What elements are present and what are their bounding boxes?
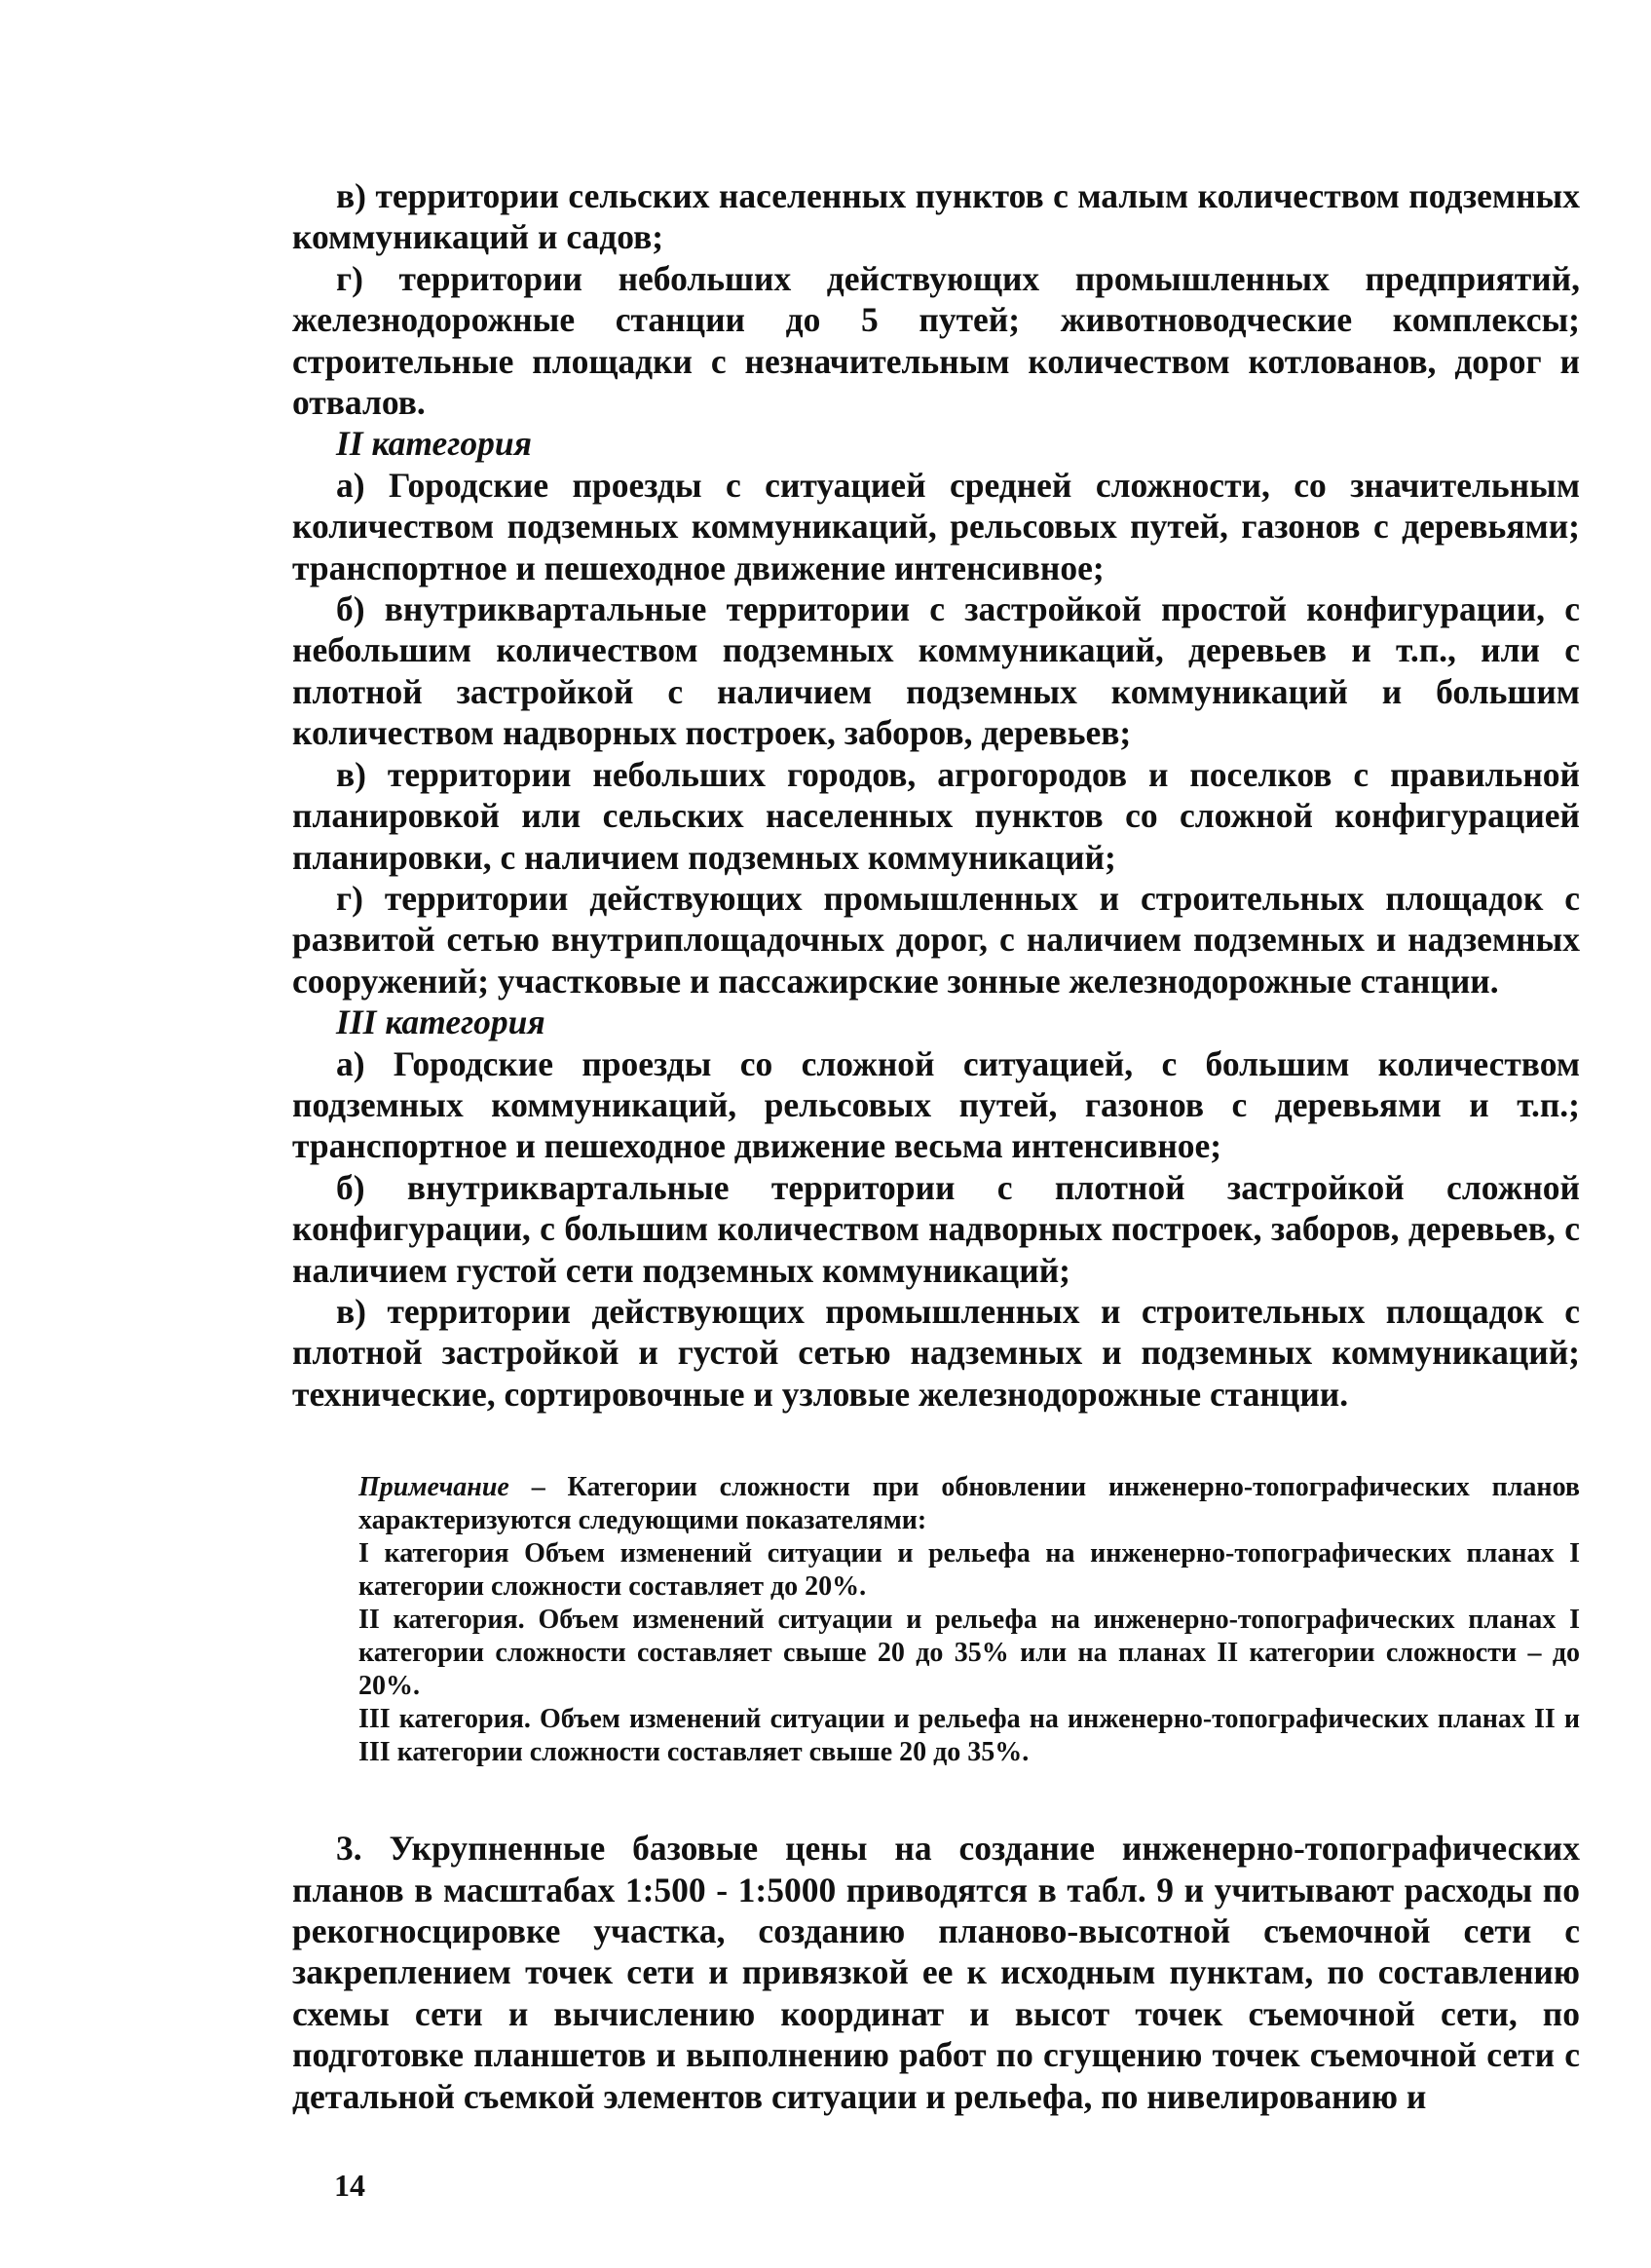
note-category-2: II категория. Объем изменений ситуации и рельефа на инженерно-топографических планах I категории сложности составляет свыше 20 до 35% или на планах II категории сложности – до 20%. xyxy=(358,1605,1580,1702)
cat1-item-v: в) территории сельских населенных пунктов с малым количеством подземных коммуникаций и садов; xyxy=(292,176,1580,257)
note-block xyxy=(358,1471,1580,1769)
cat2-item-b: б) внутриквартальные территории с застройкой простой конфигурации, с небольшим количеством подземных коммуникаций, деревьев и т.п., или с плотной застройкой с наличием подземных коммуникаций и большим количеством надворных построек, заборов, деревьев; xyxy=(292,589,1580,753)
note-intro-text: – Категории сложности при обновлении инженерно-топографических планов характеризуются следующими показателями: xyxy=(358,1472,1580,1536)
note-category-1: I категория Объем изменений ситуации и рельефа на инженерно-топографических планах I категории сложности составляет до 20%. xyxy=(358,1538,1580,1603)
section-3-paragraph: 3. Укрупненные базовые цены на создание инженерно-топографических планов в масштабах 1:500 - 1:5000 приводятся в табл. 9 и учитывают расходы по рекогносцировке участка, созданию планово-высотной съемочной сети с закреплением точек сети и привязкой ее к исходным пунктам, по составлению схемы сети и вычислению координат и высот точек съемочной сети, по подготовке планшетов и выполнению работ по сгущению точек съемочной сети с детальной съемкой элементов ситуации и рельефа, по нивелированию и xyxy=(292,1829,1580,2116)
cat1-item-g: г) территории небольших действующих промышленных предприятий, железнодорожные станции до 5 путей; животноводческие комплексы; строительные площадки с незначительным количеством котлованов, дорог и отвалов. xyxy=(292,258,1580,423)
document-page xyxy=(292,175,1580,2117)
cat3-title: III категория xyxy=(336,1002,545,1042)
cat2-item-g: г) территории действующих промышленных и строительных площадок с развитой сетью внутриплощадочных дорог, с наличием подземных и надземных сооружений; участковые и пассажирские зонные железнодорожные станции. xyxy=(292,878,1580,1001)
cat2-item-a: а) Городские проезды с ситуацией средней сложности, со значительным количеством подземных коммуникаций, рельсовых путей, газонов с деревьями; транспортное и пешеходное движение интенсивное; xyxy=(292,465,1580,587)
note-label: Примечание xyxy=(358,1472,509,1503)
cat3-item-b: б) внутриквартальные территории с плотной застройкой сложной конфигурации, с большим количеством надворных построек, заборов, деревьев, с наличием густой сети подземных коммуникаций; xyxy=(292,1167,1580,1290)
cat3-item-v: в) территории действующих промышленных и строительных площадок с плотной застройкой и густой сетью надземных и подземных коммуникаций; технические, сортировочные и узловые железнодорожные станции. xyxy=(292,1291,1580,1414)
note-category-3: III категория. Объем изменений ситуации и рельефа на инженерно-топографических планах II и III категории сложности составляет свыше 20 до 35%. xyxy=(358,1704,1580,1768)
cat2-title: II категория xyxy=(336,424,532,464)
note-intro xyxy=(358,1471,1580,1537)
page-number: 14 xyxy=(334,2168,365,2203)
cat3-item-a: а) Городские проезды со сложной ситуацией, с большим количеством подземных коммуникаций, рельсовых путей, газонов с деревьями и т.п.; транспортное и пешеходное движение весьма интенсивное; xyxy=(292,1043,1580,1166)
cat2-item-v: в) территории небольших городов, агрогородов и поселков с правильной планировкой или сельских населенных пунктов со сложной конфигурацией планировки, с наличием подземных коммуникаций; xyxy=(292,754,1580,877)
